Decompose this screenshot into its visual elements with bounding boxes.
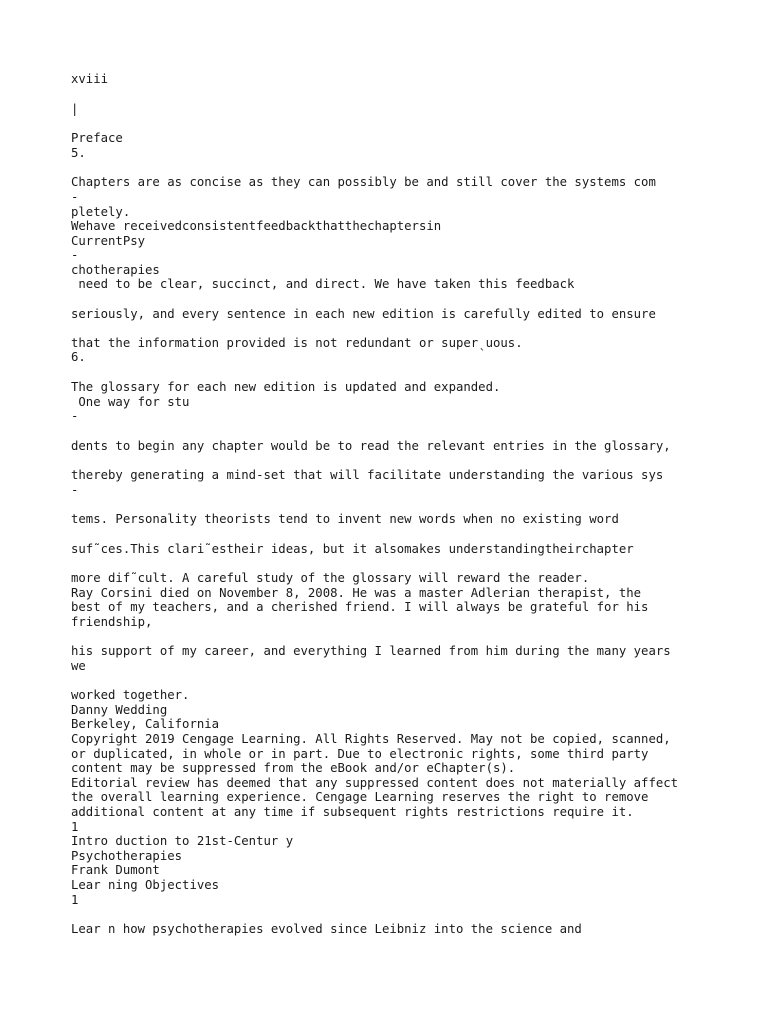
dedication-line: Ray Corsini died on November 8, 2008. He was a master Adlerian therapist, the	[71, 586, 642, 600]
item5-line: -	[71, 190, 79, 204]
signature-name: Danny Wedding	[71, 703, 168, 717]
chapter-number: 1	[71, 820, 79, 834]
copyright-line: Copyright 2019 Cengage Learning. All Rights Reserved. May not be copied, scanned,	[71, 732, 671, 746]
item5-line: seriously, and every sentence in each new edition is carefully edited to ensure	[71, 307, 656, 321]
objectives-heading: Lear ning Objectives	[71, 878, 220, 892]
section-title: Preface	[71, 131, 123, 145]
item6-line: The glossary for each new edition is updated and expanded.	[71, 380, 501, 394]
copyright-line: the overall learning experience. Cengage Learning reserves the right to remove	[71, 790, 649, 804]
item5-line: Wehave receivedconsistentfeedbackthatthechaptersin	[71, 219, 442, 233]
item6-line: suf˜ces.This clari˜estheir ideas, but it alsomakes understandingtheirchapter	[71, 542, 634, 556]
list-number-5: 5.	[71, 146, 86, 160]
page-number: xviii	[71, 72, 109, 86]
chapter-title: Intro duction to 21st-Centur y	[71, 834, 294, 848]
dedication-line: we	[71, 659, 86, 673]
objective-number: 1	[71, 893, 79, 907]
copyright-line: additional content at any time if subsequent rights restrictions require it.	[71, 805, 634, 819]
item5-line: that the information provided is not redundant or superˎuous.	[71, 336, 523, 350]
dedication-line: worked together.	[71, 688, 190, 702]
item6-line: -	[71, 409, 79, 423]
item5-line: pletely.	[71, 205, 131, 219]
item5-line: need to be clear, succinct, and direct. We have taken this feedback	[71, 277, 575, 291]
chapter-title: Psychotherapies	[71, 849, 183, 863]
item6-line: thereby generating a mind-set that will facilitate understanding the various sys	[71, 468, 664, 482]
item6-line: more dif˜cult. A careful study of the glossary will reward the reader.	[71, 571, 590, 585]
item6-line: One way for stu	[71, 395, 190, 409]
dedication-line: best of my teachers, and a cherished friend. I will always be grateful for his	[71, 600, 649, 614]
signature-place: Berkeley, California	[71, 717, 220, 731]
item5-line: CurrentPsy	[71, 234, 146, 248]
copyright-line: content may be suppressed from the eBook and/or eChapter(s).	[71, 761, 516, 775]
dedication-line: his support of my career, and everything I learned from him during the many years	[71, 644, 671, 658]
copyright-line: Editorial review has deemed that any suppressed content does not materially affect	[71, 776, 679, 790]
header-divider: |	[71, 102, 79, 116]
list-number-6: 6.	[71, 350, 86, 364]
objective-text: Lear n how psychotherapies evolved since Leibniz into the science and	[71, 922, 582, 936]
item5-line: Chapters are as concise as they can possibly be and still cover the systems com	[71, 175, 656, 189]
dedication-line: friendship,	[71, 615, 153, 629]
item5-line: -	[71, 248, 79, 262]
copyright-line: or duplicated, in whole or in part. Due to electronic rights, some third party	[71, 747, 649, 761]
item6-line: tems. Personality theorists tend to invent new words when no existing word	[71, 512, 619, 526]
item5-line: chotherapies	[71, 263, 160, 277]
chapter-author: Frank Dumont	[71, 863, 160, 877]
item6-line: -	[71, 483, 79, 497]
item6-line: dents to begin any chapter would be to read the relevant entries in the glossary,	[71, 439, 671, 453]
